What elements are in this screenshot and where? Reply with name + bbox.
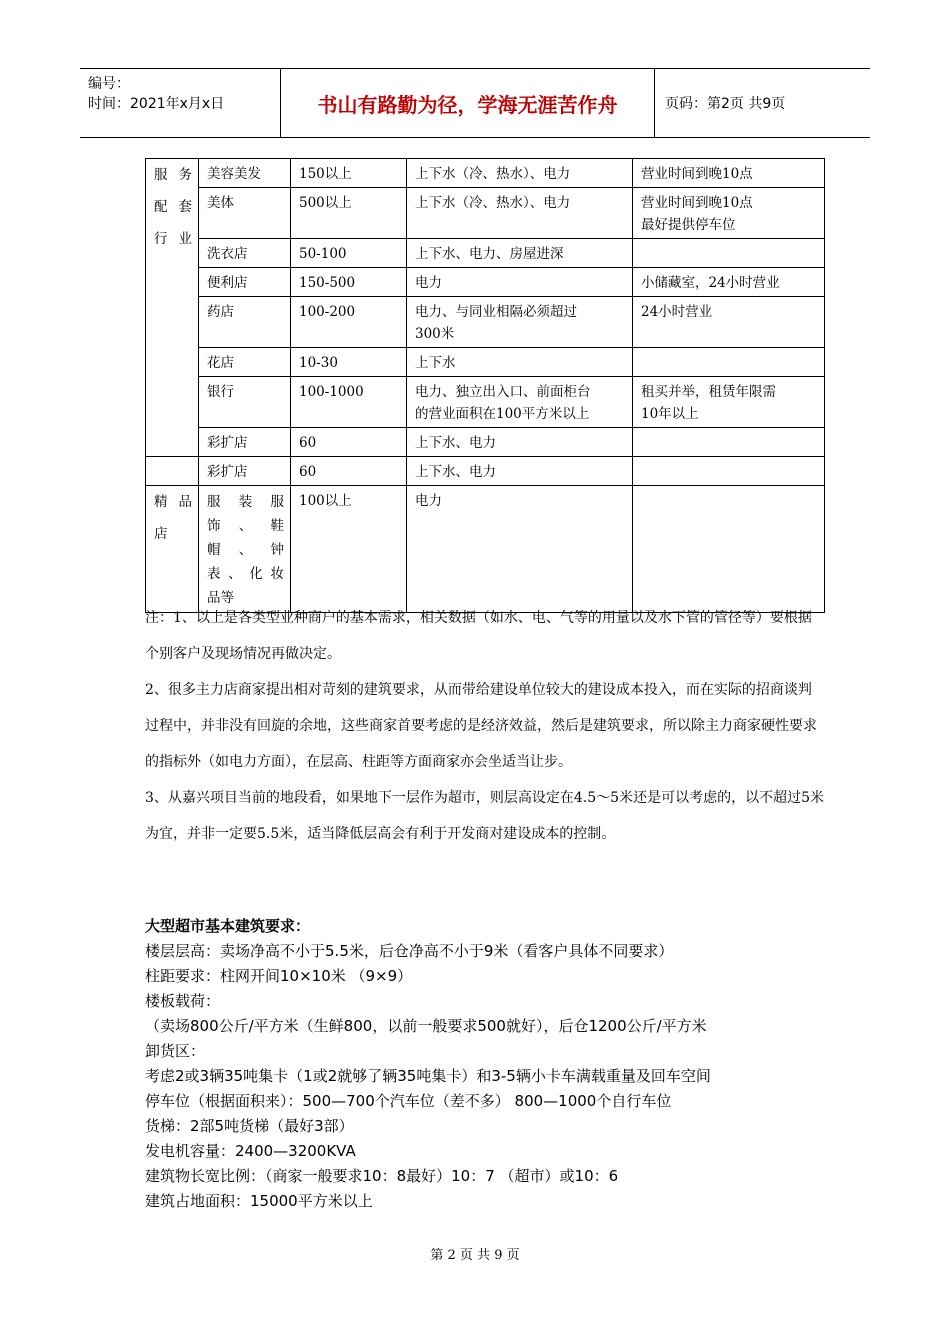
row-note: 小储藏室，24小时营业 [633, 268, 825, 297]
table-row [146, 268, 825, 297]
category-service: 服务 配套 行业 [146, 159, 199, 457]
requirement-line: 建筑物长宽比例：（商家一般要求10：8最好）10：7 （超市）或10：6 [145, 1167, 619, 1185]
page-header [80, 68, 870, 138]
row-note: 24小时营业 [633, 297, 825, 348]
boutique-needs: 电力 [407, 486, 633, 613]
requirement-line: 停车位（根据面积来）：500—700个汽车位（差不多） 800—1000个自行车位 [145, 1092, 672, 1110]
section-title: 大型超市基本建筑要求： [145, 917, 311, 935]
boutique-area: 100以上 [291, 486, 407, 613]
table-row [146, 486, 825, 613]
row-type: 花店 [199, 348, 291, 377]
row-area: 60 [291, 457, 407, 486]
row-note: 营业时间到晚10点 最好提供停车位 [633, 188, 825, 239]
row-note [633, 457, 825, 486]
row-note: 营业时间到晚10点 [633, 159, 825, 188]
row-area: 100-1000 [291, 377, 407, 428]
table-row [146, 457, 825, 486]
row-area: 150-500 [291, 268, 407, 297]
row-type: 美体 [199, 188, 291, 239]
table-row [146, 159, 825, 188]
row-area: 100-200 [291, 297, 407, 348]
row-area: 10-30 [291, 348, 407, 377]
note-paragraph: 3、从嘉兴项目当前的地段看，如果地下一层作为超市，则层高设定在4.5～5米还是可以考虑的，以不超过5米为宜，并非一定要5.5米，适当降低层高会有利于开发商对建设成本的控制。 [145, 790, 824, 842]
row-note [633, 428, 825, 457]
tenant-requirements-table [145, 158, 825, 613]
row-type: 美容美发 [199, 159, 291, 188]
date-label: 时间：2021年x月x日 [88, 96, 225, 112]
requirement-line: 建筑占地面积：15000平方米以上 [145, 1192, 373, 1210]
note-paragraph: 2、很多主力店商家提出相对苛刻的建筑要求，从而带给建设单位较大的建设成本投入，而在实际的招商谈判过程中，并非没有回旋的余地，这些商家首要考虑的是经济效益，然后是建筑要求，所以除主力商家硬性要求的指标外（如电力方面），在层高、柱距等方面商家亦会坐适当让步。 [145, 682, 817, 770]
requirement-line: 卸货区： [145, 1042, 206, 1060]
note-paragraph: 注：1、以上是各类型业种商户的基本需求，相关数据（如水、电、气等的用量以及水下管的管径等）要根据个别客户及现场情况再做决定。 [145, 610, 812, 662]
row-type: 彩扩店 [199, 428, 291, 457]
row-needs: 电力、独立出入口、前面柜台 的营业面积在100平方米以上 [407, 377, 633, 428]
header-meta [80, 69, 281, 137]
page-footer: 第 2 页 共 9 页 [430, 1248, 520, 1263]
requirement-line: 楼层层高：卖场净高不小于5.5米，后仓净高不小于9米（看客户具体不同要求） [145, 942, 674, 960]
row-note [633, 348, 825, 377]
row-area: 150以上 [291, 159, 407, 188]
row-type: 洗衣店 [199, 239, 291, 268]
requirement-line: 楼板载荷： [145, 992, 221, 1010]
supermarket-requirements [145, 914, 845, 1214]
row-type: 彩扩店 [199, 457, 291, 486]
header-page-label: 页码：第2页 共9页 [665, 96, 786, 112]
category-boutique: 精品 店 [146, 486, 199, 613]
boutique-note [633, 486, 825, 613]
table-row [146, 348, 825, 377]
requirement-line: （卖场800公斤/平方米（生鲜800，以前一般要求500就好），后仓1200公斤/平方米 [145, 1017, 707, 1035]
row-needs: 上下水、电力 [407, 457, 633, 486]
row-needs: 电力、与同业相隔必须超过 300米 [407, 297, 633, 348]
row-needs: 电力 [407, 268, 633, 297]
row-area: 50-100 [291, 239, 407, 268]
header-motto: 书山有路勤为径，学海无涯苦作舟 [281, 69, 655, 137]
requirement-line: 货梯：2部5吨货梯（最好3部） [145, 1117, 354, 1135]
row-needs: 上下水、电力、房屋进深 [407, 239, 633, 268]
row-area: 500以上 [291, 188, 407, 239]
notes-section [145, 600, 825, 852]
table-row [146, 428, 825, 457]
row-note: 租买并举，租赁年限需 10年以上 [633, 377, 825, 428]
table-row [146, 188, 825, 239]
category-empty [146, 457, 199, 486]
table-row [146, 239, 825, 268]
row-needs: 上下水 [407, 348, 633, 377]
row-needs: 上下水、电力 [407, 428, 633, 457]
row-type: 药店 [199, 297, 291, 348]
requirement-line: 柱距要求：柱网开间10×10米 （9×9） [145, 967, 413, 985]
boutique-type: 服装服 饰、鞋 帽、钟 表、化妆 品等 [199, 486, 291, 613]
requirement-line: 考虑2或3辆35吨集卡（1或2就够了辆35吨集卡）和3-5辆小卡车满载重量及回车空间 [145, 1067, 711, 1085]
table-row [146, 297, 825, 348]
row-needs: 上下水（冷、热水）、电力 [407, 188, 633, 239]
row-area: 60 [291, 428, 407, 457]
row-needs: 上下水（冷、热水）、电力 [407, 159, 633, 188]
row-type: 银行 [199, 377, 291, 428]
row-type: 便利店 [199, 268, 291, 297]
table-row [146, 377, 825, 428]
row-note [633, 239, 825, 268]
number-label: 编号： [88, 76, 130, 92]
requirement-line: 发电机容量：2400—3200KVA [145, 1142, 356, 1160]
